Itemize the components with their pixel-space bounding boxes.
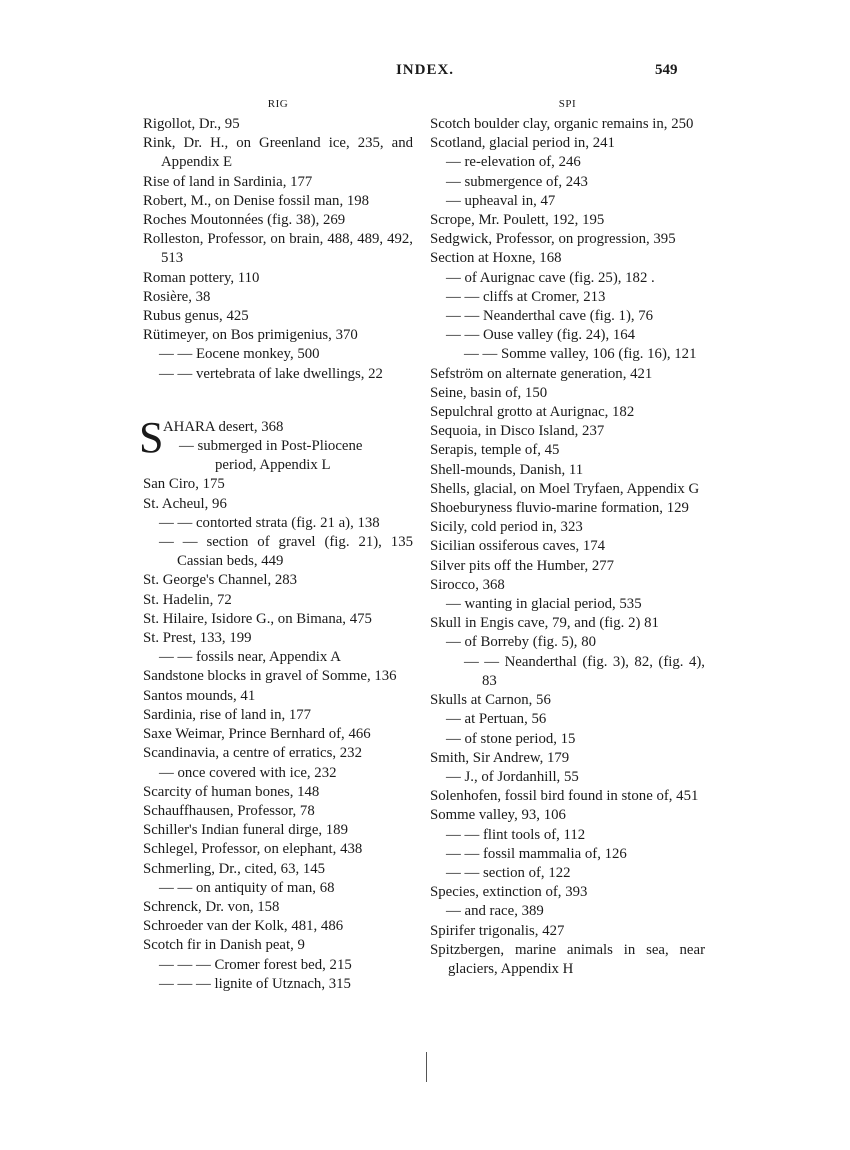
section-gap	[143, 384, 413, 418]
index-entry: Skull in Engis cave, 79, and (fig. 2) 81	[430, 615, 659, 632]
index-entry: Shells, glacial, on Moel Tryfaen, Appendix G	[430, 480, 700, 497]
page-number: 549	[655, 62, 678, 78]
index-entry: Species, extinction of, 393	[430, 884, 588, 901]
index-entry: — — cliffs at Cromer, 213	[446, 288, 606, 305]
index-entry: Rigollot, Dr., 95	[143, 116, 240, 132]
index-entry: — — contorted strata (fig. 21 a), 138	[159, 514, 380, 531]
left-column	[139, 95, 413, 994]
index-entry: — — Somme valley, 106 (fig. 16), 121	[464, 346, 697, 363]
index-entry: Schlegel, Professor, on elephant, 438	[143, 841, 363, 858]
index-entry: Scotland, glacial period in, 241	[430, 135, 615, 152]
index-entry: Rubus genus, 425	[143, 308, 249, 325]
sahara-line-2: — submerged in Post-Pliocene	[179, 438, 363, 455]
index-entry: — — on antiquity of man, 68	[159, 879, 335, 896]
page-title: INDEX.	[395, 62, 455, 78]
index-entry: Skulls at Carnon, 56	[430, 692, 551, 709]
index-entry: — — — Cromer forest bed, 215	[159, 956, 352, 973]
index-entry: Section at Hoxne, 168	[430, 250, 562, 267]
sahara-line-1: AHARA desert, 368	[163, 418, 284, 435]
index-entry: Schroeder van der Kolk, 481, 486	[143, 918, 344, 935]
index-entry: Scotch fir in Danish peat, 9	[143, 937, 305, 954]
index-entry: Spitzbergen, marine animals in sea, near glaciers, Appendix H	[430, 941, 705, 977]
sahara-entry	[139, 412, 413, 476]
index-entry: Rise of land in Sardinia, 177	[143, 173, 313, 190]
entries-list-right	[430, 115, 705, 979]
index-entry: Sequoia, in Disco Island, 237	[430, 423, 605, 440]
index-entry: Sepulchral grotto at Aurignac, 182	[430, 404, 635, 421]
index-entry: — re-elevation of, 246	[446, 154, 581, 171]
index-entry: — — Ouse valley (fig. 24), 164	[446, 327, 636, 344]
index-entry: Scotch boulder clay, organic remains in, 250	[430, 116, 694, 132]
index-entry: — — Neanderthal (fig. 3), 82, (fig. 4), 83	[464, 653, 705, 689]
index-entry: San Ciro, 175	[143, 476, 225, 493]
entries-list-a	[143, 115, 413, 384]
right-column	[430, 95, 705, 979]
index-entry: Sirocco, 368	[430, 576, 505, 593]
index-entry: — upheaval in, 47	[446, 192, 556, 209]
index-entry: — — Neanderthal cave (fig. 1), 76	[446, 308, 654, 325]
index-entry: Somme valley, 93, 106	[430, 807, 566, 824]
page-header	[0, 62, 850, 84]
index-entry: Roches Moutonnées (fig. 38), 269	[143, 212, 346, 229]
index-entry: Sandstone blocks in gravel of Somme, 136	[143, 668, 397, 685]
index-entry: — at Pertuan, 56	[446, 711, 547, 728]
sahara-line-3: period, Appendix L	[215, 457, 331, 474]
index-entry: Silver pits off the Humber, 277	[430, 557, 615, 574]
index-entry: Schiller's Indian funeral dirge, 189	[143, 822, 348, 839]
index-entry: Rosière, 38	[143, 288, 211, 305]
index-entry: Rolleston, Professor, on brain, 488, 489, 492, 513	[143, 231, 413, 267]
index-entry: Schmerling, Dr., cited, 63, 145	[143, 860, 326, 877]
index-entry: St. Prest, 133, 199	[143, 630, 252, 647]
index-entry: Saxe Weimar, Prince Bernhard of, 466	[143, 726, 371, 743]
index-entry: — — section of, 122	[446, 864, 571, 881]
index-entry: Sedgwick, Professor, on progression, 395	[430, 231, 676, 248]
guide-word-right: SPI	[558, 98, 577, 110]
index-entry: St. Hadelin, 72	[143, 591, 232, 608]
index-entry: Serapis, temple of, 45	[430, 442, 560, 459]
index-entry: Sardinia, rise of land in, 177	[143, 706, 312, 723]
index-entry: Spirifer trigonalis, 427	[430, 922, 565, 939]
index-entry: Sicily, cold period in, 323	[430, 519, 583, 536]
dropcap-letter: S	[139, 412, 164, 462]
index-entry: — — vertebrata of lake dwellings, 22	[159, 365, 383, 382]
index-entry: Rütimeyer, on Bos primigenius, 370	[143, 327, 358, 344]
index-entry: Scandinavia, a centre of erratics, 232	[143, 745, 362, 762]
index-entry: — and race, 389	[446, 903, 544, 920]
index-entry: — — fossil mammalia of, 126	[446, 845, 627, 862]
index-entry: Smith, Sir Andrew, 179	[430, 749, 570, 766]
index-entry: St. Acheul, 96	[143, 495, 227, 512]
margin-rule	[426, 1052, 427, 1082]
index-entry: Sicilian ossiferous caves, 174	[430, 538, 606, 555]
index-entry: — once covered with ice, 232	[159, 764, 337, 781]
index-entry: — — flint tools of, 112	[446, 826, 586, 843]
index-entry: Solenhofen, fossil bird found in stone of, 451	[430, 788, 699, 805]
entries-list-b	[143, 475, 413, 993]
index-entry: — wanting in glacial period, 535	[446, 596, 642, 613]
index-entry: — of stone period, 15	[446, 730, 576, 747]
index-entry: — of Borreby (fig. 5), 80	[446, 634, 596, 651]
index-entry: Roman pottery, 110	[143, 269, 260, 286]
index-entry: — of Aurignac cave (fig. 25), 182 .	[446, 269, 655, 286]
index-entry: Seine, basin of, 150	[430, 384, 548, 401]
index-entry: Robert, M., on Denise fossil man, 198	[143, 192, 370, 209]
index-entry: — — section of gravel (fig. 21), 135 Cassian beds, 449	[159, 534, 413, 570]
index-entry: Shell-mounds, Danish, 11	[430, 461, 584, 478]
index-entry: Scarcity of human bones, 148	[143, 783, 320, 800]
index-entry: St. Hilaire, Isidore G., on Bimana, 475	[143, 610, 372, 627]
index-entry: Rink, Dr. H., on Greenland ice, 235, and Appendix E	[143, 135, 413, 171]
index-entry: — — Eocene monkey, 500	[159, 346, 320, 363]
index-entry: Santos mounds, 41	[143, 687, 256, 704]
index-entry: — — fossils near, Appendix A	[159, 649, 341, 666]
guide-word-left: RIG	[267, 98, 289, 110]
index-entry: St. George's Channel, 283	[143, 572, 298, 589]
index-entry: — — — lignite of Utznach, 315	[159, 975, 351, 992]
index-entry: Scrope, Mr. Poulett, 192, 195	[430, 212, 605, 229]
index-entry: Schauffhausen, Professor, 78	[143, 802, 315, 819]
index-entry: — J., of Jordanhill, 55	[446, 768, 579, 785]
index-entry: — submergence of, 243	[446, 173, 588, 190]
index-entry: Sefström on alternate generation, 421	[430, 365, 653, 382]
index-entry: Schrenck, Dr. von, 158	[143, 898, 280, 915]
index-entry: Shoeburyness fluvio-marine formation, 129	[430, 500, 689, 517]
